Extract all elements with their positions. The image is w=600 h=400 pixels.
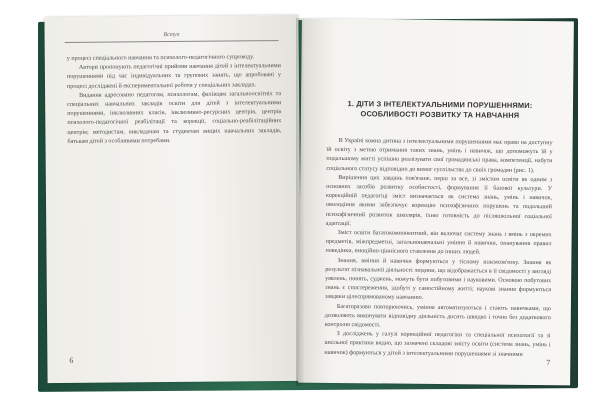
paragraph: у процесі спеціального навчання та психолого-педагогічного супроводу.: [66, 54, 255, 62]
right-page: [298, 19, 574, 386]
right-page-text: [324, 137, 552, 360]
paragraph: Видання адресовано педагогам, психологам, фахівцям загальноосвітніх та спеціальних навчальних закладів освіти для дітей з інтелектуальними порушеннями, інклюзивних класів, інклюзивно-ресурсних центрів, центрів психолого-педагогічної реабілітації та корекції, соціально-реабілітаційних центрів; методистам, викладачам та студентам вищих навчальних закладів, батькам дітей з особливими потребами.: [67, 90, 282, 145]
paragraph: В Україні кожна дитина з інтелектуальними порушеннями має право на доступну їй освіту з метою отримання таких знань, умінь і навичок, що допоможуть їй у подальшому житті успішно реалізувати свої громадянські права, компетенції, набути соціального статусу відповідно до вимог суспільства до своїх громадян (рис. 1).: [326, 137, 553, 174]
paragraph: Автори пропонують педагогічні прийоми навчання дітей з інтелектуальними порушеннями під час індивідуальних та групових занять, що апробовані у процесі досліджені й експериментальної роботи у спеціальних закладах.: [66, 63, 281, 90]
paragraph: Зміст освіти багатокомпонентний, він включає систему знань і вмінь з окремих предметів, міжпредметні, загальнонавчальні уміння й навички, опанування правил поведінки, емоційно-ціннісного ставлення до інших людей.: [325, 230, 552, 256]
paragraph: З досліджень у галузі корекційної педагогіки та спеціальної психології та зі шкільної практики видно, що зазначені складові змісту освіти (система знань, умінь і навичок) формуються у дітей з інтелектуальними порушеннями зі значними: [324, 331, 551, 358]
left-page-text: [67, 53, 282, 147]
paragraph: Багаторазово повторюючись, уміння автоматизуються і стають навичками, що дозволяють виконувати відповідну діяльність досить швидко і точно без додаткового контролю свідомості.: [324, 303, 551, 329]
page-number: 6: [69, 355, 74, 365]
paragraph: Знання, вміння й навички формуються у тісному взаємозв'язку. Знання як результат пізнавальної діяльності людини, що відображається в її свідомості у вигляді уявлень, понять, суджень, можуть бути побутовими і науковими. Основою побутових знань є спостереження, здобуті у самостійному житті; наукові знання формуються завдяки цілеспрямованому навчанню.: [324, 257, 552, 302]
book-spine-shadow: [296, 18, 304, 386]
chapter-title: 1. ДІТИ З ІНТЕЛЕКТУАЛЬНИМИ ПОРУШЕННЯМИ: ОСОБЛИВОСТІ РОЗВИТКУ ТА НАВЧАННЯ: [347, 99, 533, 120]
paragraph: Вирішення цих завдань пов'язане, перш за все, зі змістом освіти як одним з основних засобів розвитку особистості, формування її базової культури. У корекційній педагогіці зміст визначається як система знань, умінь і навичок, оволодіння якими забезпечує корекцію психофізичних порушень та подальший психофізичний розвиток школярів, їхню готовність до післяшкільної соціальної адаптації.: [325, 174, 553, 227]
page-number: 7: [546, 358, 551, 368]
left-page: [44, 15, 301, 383]
running-head: Вступ: [65, 31, 279, 43]
